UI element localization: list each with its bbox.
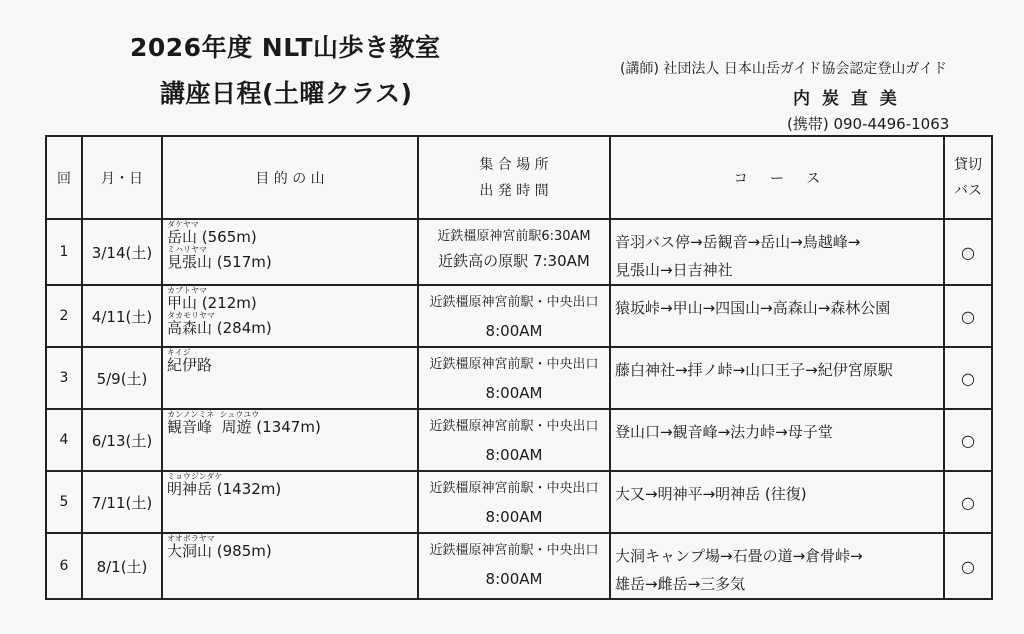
bus-mark: ○ <box>944 409 992 471</box>
table-row <box>46 533 992 599</box>
mountain-ruby: キイジ <box>167 348 191 357</box>
row-meeting <box>418 347 610 409</box>
page-title: 2026年度 NLT山歩き教室 <box>130 33 441 62</box>
mountain-ruby: オオボラヤマ <box>167 534 215 543</box>
header-course: コ ー ス <box>610 136 944 219</box>
row-date: 6/13(土) <box>82 409 162 471</box>
row-course <box>610 219 944 285</box>
mountain-name: 見張山 (517m) <box>167 253 272 271</box>
meeting-place: 近鉄橿原神宮前駅・中央出口 <box>429 543 599 558</box>
row-meeting <box>418 285 610 347</box>
lecturer-name: 内 炭 直 美 <box>793 89 900 109</box>
table-header-row <box>46 136 992 219</box>
row-mountain <box>162 471 418 533</box>
course-line: 藤白神社→拝ノ峠→山口王子→紀伊宮原駅 <box>615 361 893 379</box>
row-course <box>610 533 944 599</box>
lecturer-phone: (携帯) 090-4496-1063 <box>787 115 950 133</box>
course-line: 大洞キャンプ場→石畳の道→倉骨峠→ <box>615 547 863 565</box>
course-line: 見張山→日吉神社 <box>615 261 733 279</box>
row-meeting <box>418 471 610 533</box>
table-row <box>46 347 992 409</box>
mountain-ruby: カンノンミネ シュウユウ <box>167 410 260 419</box>
course-text <box>611 220 943 284</box>
row-meeting <box>418 533 610 599</box>
row-course <box>610 471 944 533</box>
departure-time: 8:00AM <box>485 384 543 402</box>
row-num: 2 <box>46 285 82 347</box>
row-date: 7/11(土) <box>82 471 162 533</box>
row-mountain <box>162 409 418 471</box>
header-departure-time: 出 発 時 間 <box>479 182 549 199</box>
mountain-name: 明神岳 (1432m) <box>167 480 282 498</box>
header-bus-line1: 貸切 <box>954 156 982 173</box>
lecturer-credential: (講師) 社団法人 日本山岳ガイド協会認定登山ガイド <box>620 61 947 77</box>
mountain-ruby: タカモリヤマ <box>167 311 215 320</box>
header-meeting <box>418 136 610 219</box>
table-row <box>46 219 992 285</box>
departure-time: 8:00AM <box>485 570 543 588</box>
row-course <box>610 347 944 409</box>
meeting-place: 近鉄橿原神宮前駅・中央出口 <box>429 295 599 310</box>
course-text <box>611 286 943 322</box>
bus-mark: ○ <box>944 533 992 599</box>
course-line: 登山口→観音峰→法力峠→母子堂 <box>615 423 833 441</box>
row-course <box>610 409 944 471</box>
row-num: 5 <box>46 471 82 533</box>
row-course <box>610 285 944 347</box>
row-date: 4/11(土) <box>82 285 162 347</box>
row-num: 3 <box>46 347 82 409</box>
mountain-name: 甲山 (212m) <box>167 294 257 312</box>
row-date: 5/9(土) <box>82 347 162 409</box>
header-bus <box>944 136 992 219</box>
departure-time: 近鉄高の原駅 7:30AM <box>438 252 590 270</box>
mountain-ruby: ミョウジンダケ <box>167 472 223 481</box>
mountain-name: 高森山 (284m) <box>167 319 272 337</box>
course-text <box>611 410 943 446</box>
row-mountain <box>162 533 418 599</box>
course-text <box>611 534 943 598</box>
course-line: 大又→明神平→明神岳 (往復) <box>615 485 807 503</box>
row-num: 4 <box>46 409 82 471</box>
header-date: 月・日 <box>82 136 162 219</box>
meeting-place: 近鉄橿原神宮前駅6:30AM <box>437 229 591 244</box>
course-line: 猿坂峠→甲山→四国山→高森山→森林公園 <box>615 299 891 317</box>
header-meeting-place: 集 合 場 所 <box>479 156 549 173</box>
mountain-ruby: ダケヤマ <box>167 220 199 229</box>
mountain-ruby: カブトヤマ <box>167 286 207 295</box>
row-date: 3/14(土) <box>82 219 162 285</box>
header-bus-line2: バス <box>954 182 982 199</box>
table-row <box>46 285 992 347</box>
meeting-place: 近鉄橿原神宮前駅・中央出口 <box>429 419 599 434</box>
mountain-name: 紀伊路 <box>167 356 213 374</box>
course-line: 雄岳→雌岳→三多気 <box>615 575 746 593</box>
row-meeting <box>418 219 610 285</box>
departure-time: 8:00AM <box>485 322 543 340</box>
mountain-ruby: ミハリヤマ <box>167 245 207 254</box>
meeting-place: 近鉄橿原神宮前駅・中央出口 <box>429 481 599 496</box>
departure-time: 8:00AM <box>485 508 543 526</box>
bus-mark: ○ <box>944 347 992 409</box>
row-mountain <box>162 347 418 409</box>
header-num: 回 <box>46 136 82 219</box>
page-subtitle: 講座日程(土曜クラス) <box>160 79 413 108</box>
departure-time: 8:00AM <box>485 446 543 464</box>
row-num: 1 <box>46 219 82 285</box>
mountain-name: 岳山 (565m) <box>167 228 257 246</box>
mountain-name: 大洞山 (985m) <box>167 542 272 560</box>
course-text <box>611 348 943 384</box>
meeting-place: 近鉄橿原神宮前駅・中央出口 <box>429 357 599 372</box>
table-row <box>46 471 992 533</box>
bus-mark: ○ <box>944 219 992 285</box>
bus-mark: ○ <box>944 285 992 347</box>
course-text <box>611 472 943 508</box>
bus-mark: ○ <box>944 471 992 533</box>
mountain-name: 観音峰 周遊 (1347m) <box>167 418 321 436</box>
table-row <box>46 409 992 471</box>
row-mountain <box>162 219 418 285</box>
schedule-table <box>45 135 993 600</box>
row-meeting <box>418 409 610 471</box>
header-mountain: 目 的 の 山 <box>162 136 418 219</box>
row-num: 6 <box>46 533 82 599</box>
course-line: 音羽バス停→岳観音→岳山→鳥越峰→ <box>615 233 861 251</box>
row-date: 8/1(土) <box>82 533 162 599</box>
row-mountain <box>162 285 418 347</box>
